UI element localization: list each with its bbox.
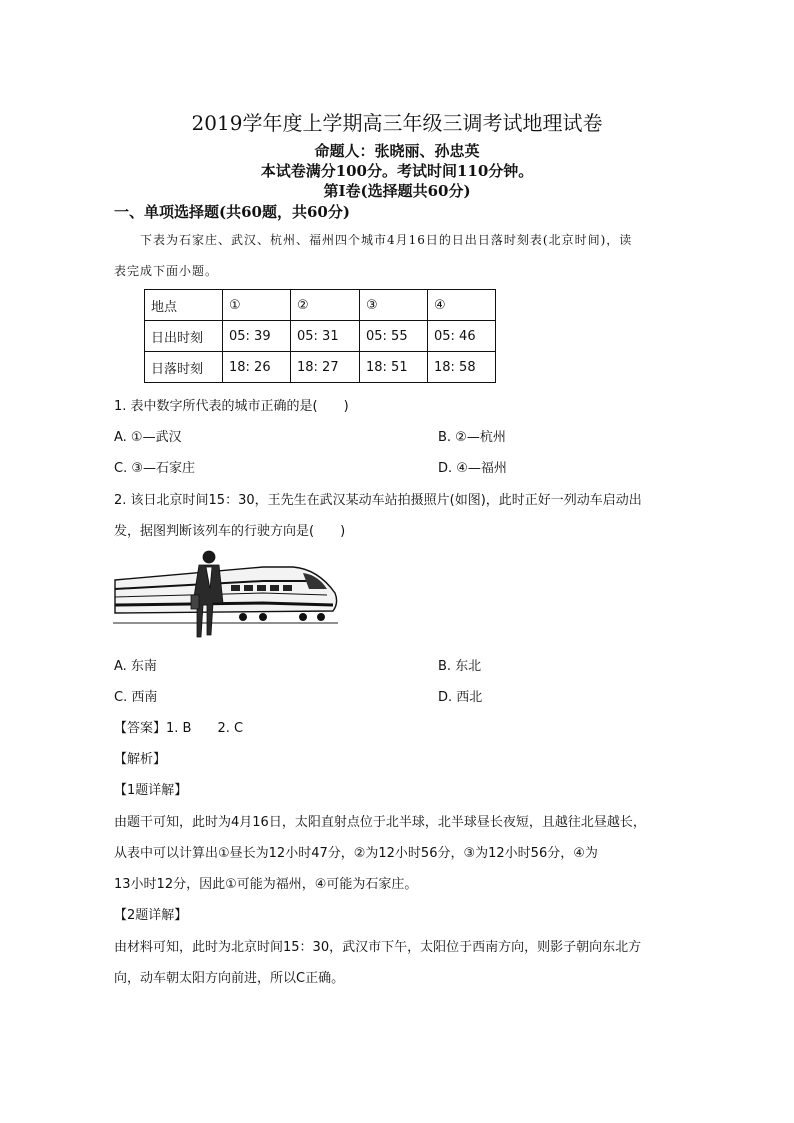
question-1-stem: 1. 表中数字所代表的城市正确的是( ) — [114, 399, 349, 414]
detail-2-line1: 由材料可知，此时为北京时间15：30，武汉市下午，太阳位于西南方向，则影子朝向东北方 — [114, 940, 642, 955]
detail-1-line3: 13小时12分，因此①可能为福州，④可能为石家庄。 — [114, 877, 418, 892]
sunrise-sunset-table — [144, 289, 496, 383]
question-2-option-b: B. 东北 — [438, 659, 482, 674]
table-cell: 18: 26 — [223, 352, 291, 383]
question-2-option-c: C. 西南 — [114, 690, 158, 705]
authors-line: 命题人：张晓丽、孙忠英 — [314, 142, 480, 160]
detail-2-label: 【2题详解】 — [114, 908, 188, 923]
intro-text-line2: 表完成下面小题。 — [114, 264, 219, 278]
section-heading: 一、单项选择题(共60题，共60分) — [114, 203, 350, 221]
question-2-option-d: D. 西北 — [438, 690, 483, 705]
detail-1-label: 【1题详解】 — [114, 783, 188, 798]
table-cell: 05: 39 — [223, 321, 291, 352]
detail-1-line2: 从表中可以计算出①昼长为12小时47分，②为12小时56分，③为12小时56分，④为 — [114, 846, 598, 861]
question-1-option-c: C. ③—石家庄 — [114, 461, 195, 476]
table-cell: ② — [291, 290, 360, 321]
detail-2-line2: 向，动车朝太阳方向前进，所以C正确。 — [114, 971, 345, 986]
answer-label: 【答案】 — [114, 721, 167, 736]
table-header-row — [145, 290, 496, 321]
exam-info-line: 本试卷满分100分。考试时间110分钟。 — [260, 162, 534, 180]
question-1-option-d: D. ④—福州 — [438, 461, 507, 476]
table-cell: ④ — [428, 290, 496, 321]
answer-text: 1. B 2. C — [166, 721, 244, 736]
table-cell: 18: 51 — [360, 352, 428, 383]
page-title: 2019学年度上学期高三年级三调考试地理试卷 — [191, 111, 603, 135]
analysis-label: 【解析】 — [114, 752, 167, 767]
table-cell: 05: 55 — [360, 321, 428, 352]
table-cell: 日出时刻 — [145, 321, 223, 352]
intro-text-line1: 下表为石家庄、武汉、杭州、福州四个城市4月16日的日出日落时刻表(北京时间)，读 — [140, 233, 633, 247]
question-2-stem-line2: 发，据图判断该列车的行驶方向是( ) — [114, 524, 346, 539]
table-cell: 05: 46 — [428, 321, 496, 352]
table-cell: ① — [223, 290, 291, 321]
question-1-option-b: B. ②—杭州 — [438, 430, 506, 445]
table-cell: 18: 27 — [291, 352, 360, 383]
answer-line — [114, 717, 243, 736]
table-cell: 05: 31 — [291, 321, 360, 352]
table-cell: 日落时刻 — [145, 352, 223, 383]
table-row — [145, 321, 496, 352]
question-2-stem-line1: 2. 该日北京时间15：30，王先生在武汉某动车站拍摄照片(如图)，此时正好一列动车启动出 — [114, 493, 642, 508]
volume-heading: 第Ⅰ卷(选择题共60分) — [323, 182, 471, 200]
detail-1-line1: 由题干可知，此时为4月16日，太阳直射点位于北半球，北半球昼长夜短，且越往北昼越长， — [114, 815, 646, 830]
table-cell: 18: 58 — [428, 352, 496, 383]
train-station-photo — [113, 545, 343, 645]
question-2-option-a: A. 东南 — [114, 659, 157, 674]
question-1-option-a: A. ①—武汉 — [114, 430, 182, 445]
table-row — [145, 352, 496, 383]
table-cell: ③ — [360, 290, 428, 321]
table-cell: 地点 — [145, 290, 223, 321]
